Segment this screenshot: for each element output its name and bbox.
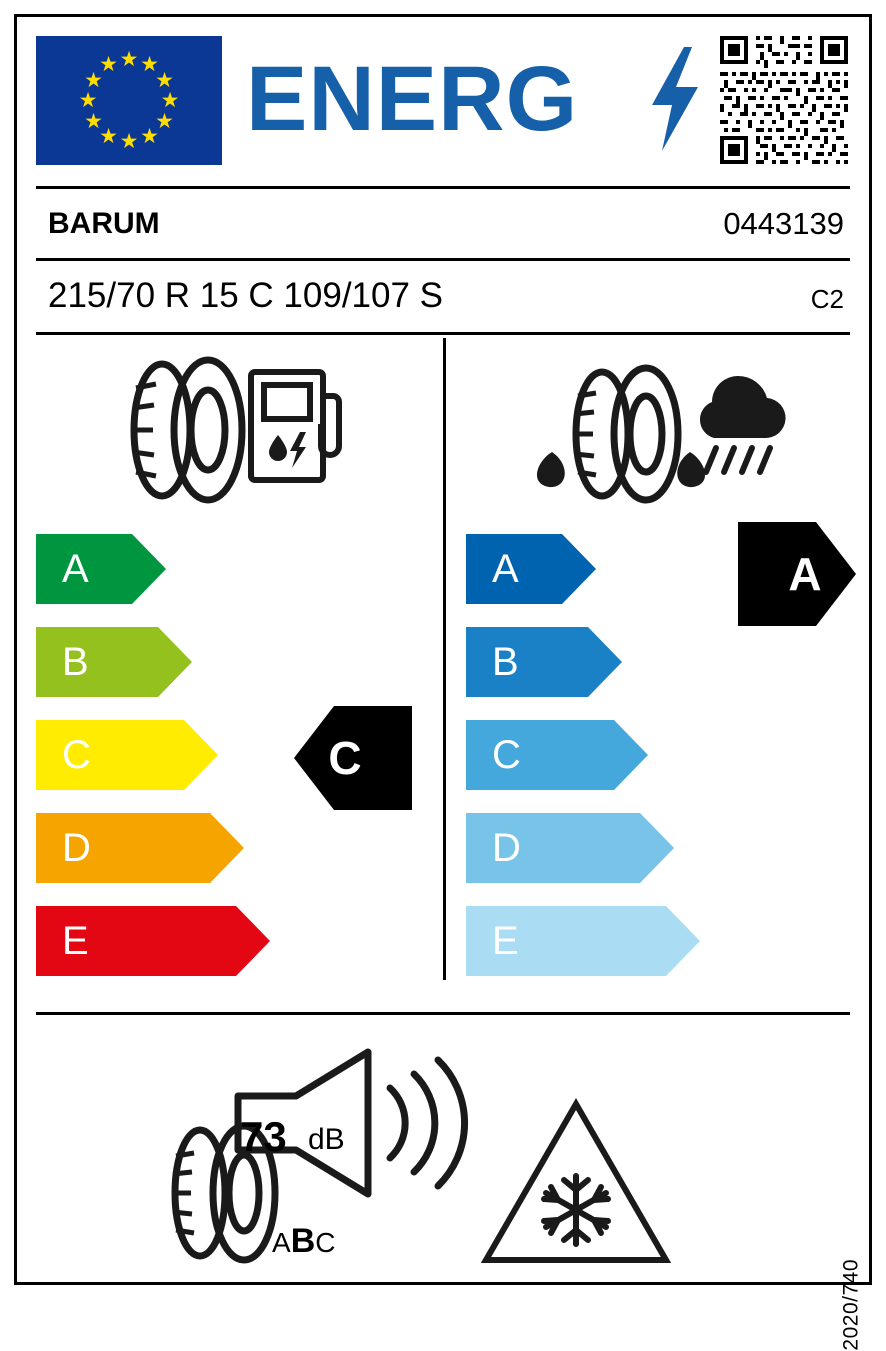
eu-star-icon: ★ — [160, 89, 180, 112]
eu-star-icon: ★ — [155, 109, 174, 133]
divider-vertical — [443, 338, 446, 980]
wet-grip-grade-label: C — [492, 733, 521, 777]
eu-star-icon: ★ — [119, 48, 139, 71]
page-title: ENERG — [246, 48, 579, 150]
wet-grip-grade-b — [466, 627, 622, 697]
lightning-bolt-icon — [648, 47, 700, 151]
label-code: 0443139 — [723, 206, 844, 241]
fuel-grade-label: D — [62, 826, 91, 870]
date-code: 2020/740 — [840, 1259, 863, 1351]
divider-noise — [36, 1012, 850, 1015]
fuel-grade-label: B — [62, 640, 89, 684]
rain-cloud-tyre-icon — [530, 352, 790, 512]
tyre-class: C2 — [810, 284, 844, 314]
three-peak-mountain-snowflake-icon — [480, 1098, 672, 1266]
wet-grip-grade-label: D — [492, 826, 521, 870]
noise-class-c: C — [315, 1227, 336, 1258]
noise-class-selected: B — [290, 1222, 316, 1260]
fuel-grade-label: C — [62, 733, 91, 777]
fuel-grade-b — [36, 627, 192, 697]
qr-code-icon — [716, 32, 852, 168]
eu-star-icon: ★ — [119, 130, 139, 153]
wet-grip-grade-label: E — [492, 919, 519, 963]
noise-class-scale — [272, 1224, 335, 1260]
eu-star-icon: ★ — [99, 53, 118, 77]
noise-value: 73 — [240, 1113, 287, 1160]
fuel-grade-label: E — [62, 919, 89, 963]
brand-name: BARUM — [48, 207, 160, 240]
eu-star-icon: ★ — [99, 124, 118, 148]
eu-star-icon: ★ — [78, 89, 98, 112]
wet-grip-grade-e — [466, 906, 700, 976]
fuel-grade-d — [36, 813, 244, 883]
noise-unit: dB — [308, 1123, 345, 1156]
eu-star-icon: ★ — [140, 53, 159, 77]
wet-grip-grade-c — [466, 720, 648, 790]
tyre-size: 215/70 R 15 C 109/107 S — [48, 276, 444, 315]
divider-size — [36, 332, 850, 335]
fuel-efficiency-grade: C — [328, 732, 362, 784]
wet-grip-grade-a — [466, 534, 596, 604]
noise-class-a: A — [272, 1227, 291, 1258]
wet-grip-grade-label: B — [492, 640, 519, 684]
wet-grip-grade-label: A — [492, 547, 519, 591]
wet-grip-grade: A — [788, 548, 822, 600]
eu-flag-icon — [36, 36, 222, 165]
divider-top — [36, 186, 850, 189]
fuel-grade-a — [36, 534, 166, 604]
fuel-grade-label: A — [62, 547, 89, 591]
wet-grip-result — [738, 522, 856, 626]
fuel-efficiency-result — [294, 706, 412, 810]
eu-star-icon: ★ — [84, 68, 103, 92]
fuel-pump-tyre-icon — [120, 352, 330, 507]
eu-star-icon: ★ — [84, 109, 103, 133]
eu-star-icon: ★ — [155, 68, 174, 92]
fuel-grade-c — [36, 720, 218, 790]
eu-star-icon: ★ — [140, 124, 159, 148]
wet-grip-grade-d — [466, 813, 674, 883]
divider-brand — [36, 258, 850, 261]
fuel-grade-e — [36, 906, 270, 976]
